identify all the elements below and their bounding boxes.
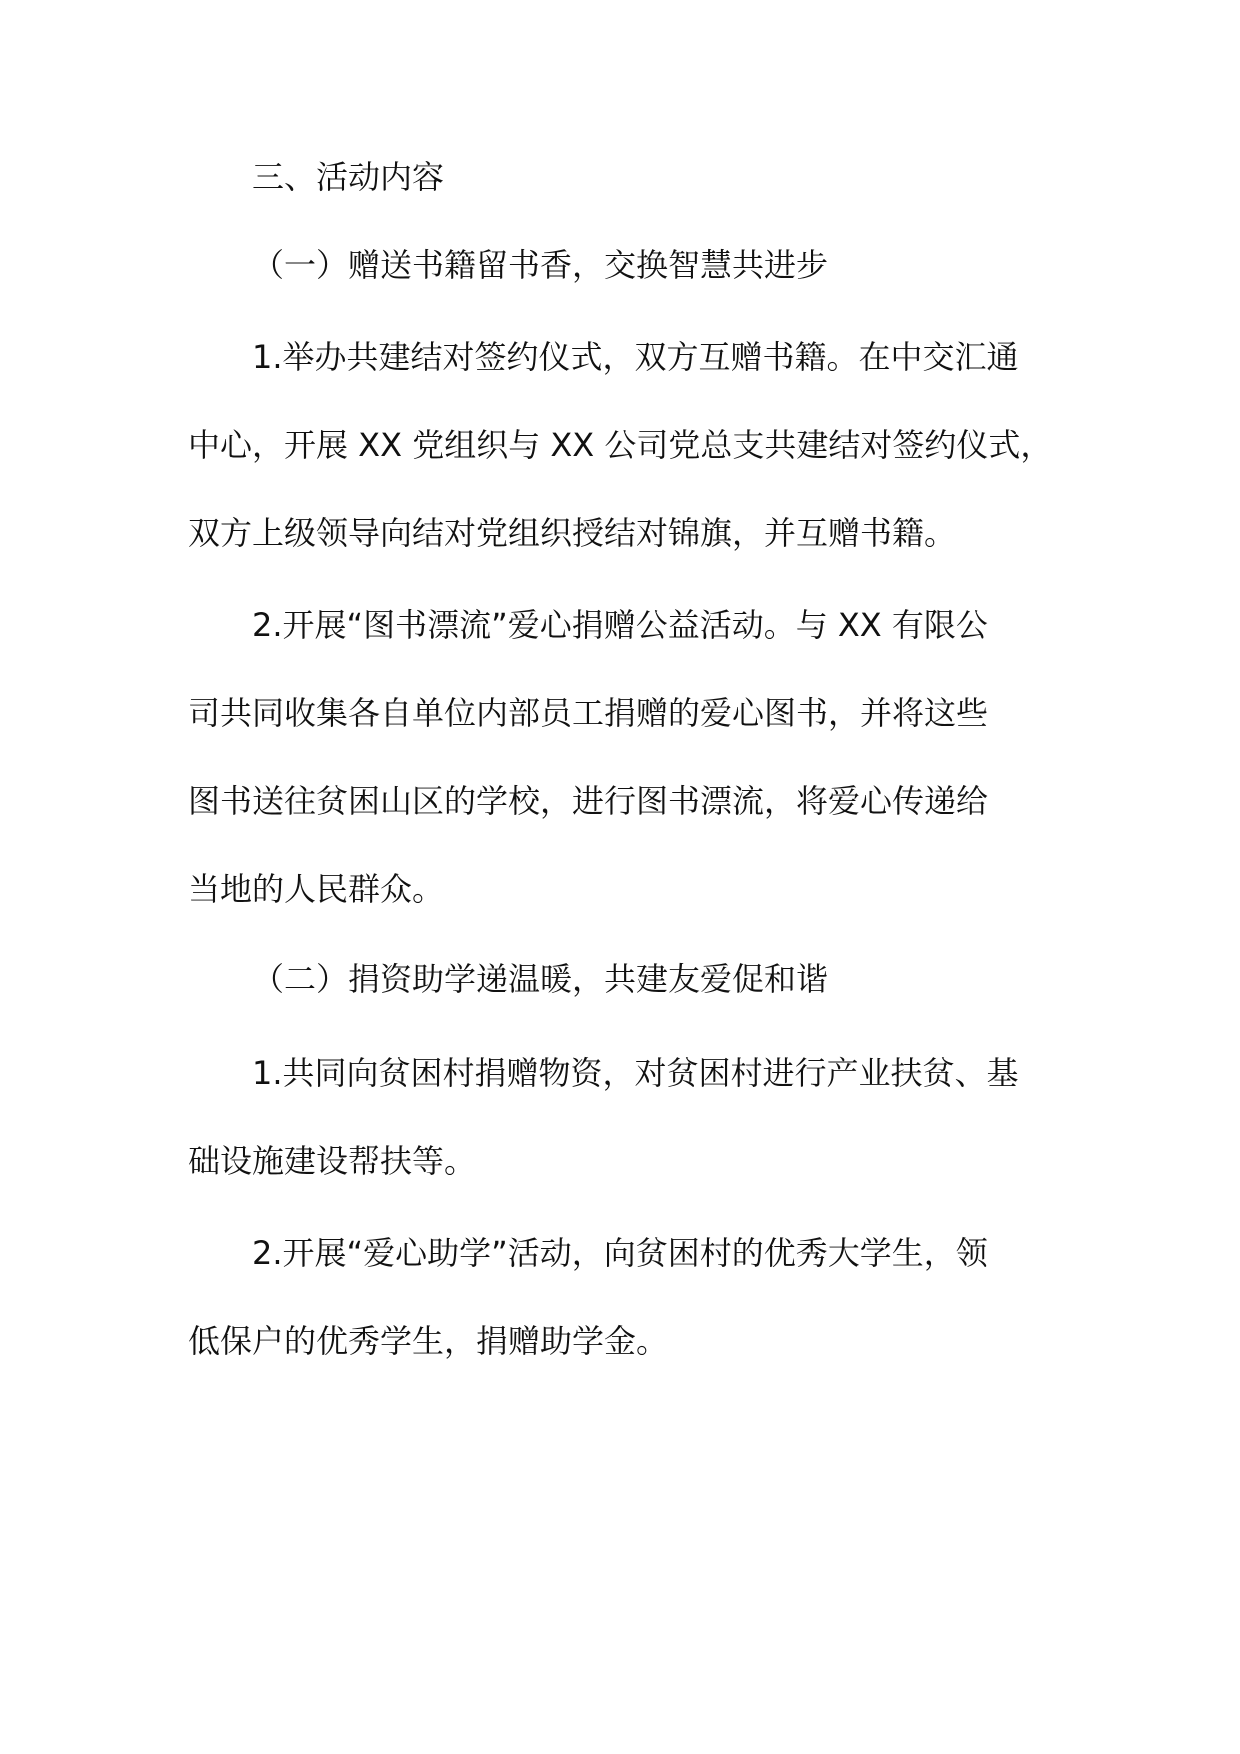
paragraph-line: 司共同收集各自单位内部员工捐赠的爱心图书，并将这些 xyxy=(188,694,989,732)
paragraph-line: 2.开展“爱心助学”活动，向贫困村的优秀大学生，领 xyxy=(252,1234,988,1272)
subsection-title-2: （二）捐资助学递温暖，共建友爱促和谐 xyxy=(252,960,829,998)
subsection-title-1: （一）赠送书籍留书香，交换智慧共进步 xyxy=(252,246,829,284)
paragraph-line: 当地的人民群众。 xyxy=(188,870,445,908)
paragraph-line: 2.开展“图书漂流”爱心捐赠公益活动。与 XX 有限公 xyxy=(252,606,988,644)
paragraph-line: 1.举办共建结对签约仪式，双方互赠书籍。在中交汇通 xyxy=(252,338,1019,376)
section-heading: 三、活动内容 xyxy=(252,158,445,196)
paragraph-line: 双方上级领导向结对党组织授结对锦旗，并互赠书籍。 xyxy=(188,514,957,552)
paragraph-line: 中心，开展 XX 党组织与 XX 公司党总支共建结对签约仪式， xyxy=(188,426,1053,464)
paragraph-line: 低保户的优秀学生，捐赠助学金。 xyxy=(188,1322,669,1360)
paragraph-line: 1.共同向贫困村捐赠物资，对贫困村进行产业扶贫、基 xyxy=(252,1054,1019,1092)
paragraph-line: 础设施建设帮扶等。 xyxy=(188,1142,477,1180)
paragraph-line: 图书送往贫困山区的学校，进行图书漂流，将爱心传递给 xyxy=(188,782,989,820)
